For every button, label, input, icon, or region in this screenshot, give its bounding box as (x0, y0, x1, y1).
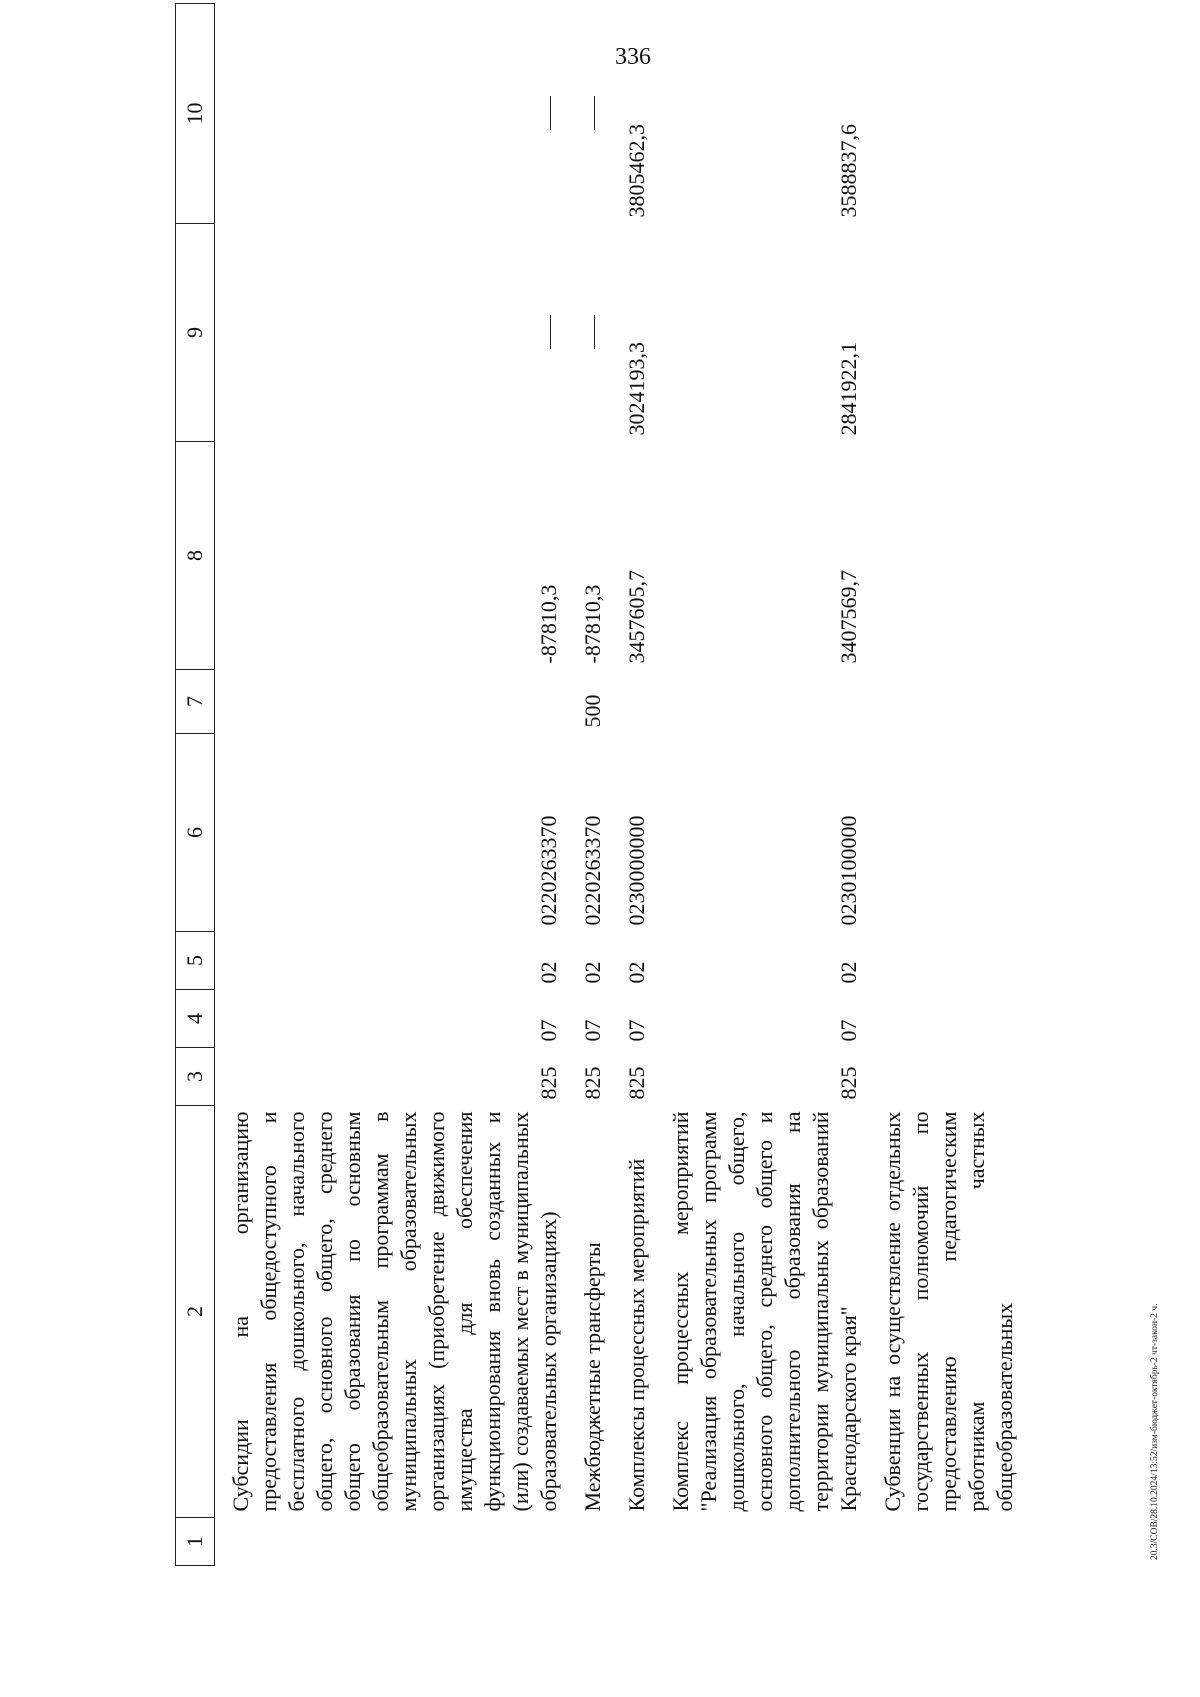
dash-mark (550, 97, 551, 131)
header-cell: 6 (176, 734, 215, 932)
cell-pr (867, 932, 1023, 990)
cell-ved: 825 (624, 1066, 649, 1100)
table-row (611, 4, 655, 1566)
cell-sum-3-dash (567, 4, 611, 224)
dash-mark (594, 97, 595, 131)
dash-mark (550, 316, 551, 350)
cell-sum-1: 3407569,7 (836, 570, 861, 664)
row-name: Комплекс процессных мероприятий "Реализация образовательных программ дошкольного, начального общего, основного общего, среднего общего и дополнительного образования на территории муниципальных образований Краснодарского края" (668, 1111, 861, 1512)
cell-ved: 825 (536, 1066, 561, 1100)
cell-vr: 500 (580, 694, 605, 728)
cell-csr: 0220263370 (536, 815, 561, 926)
cell-rz: 07 (536, 1019, 561, 1042)
cell-vr (655, 670, 867, 734)
cell-vr (215, 670, 568, 734)
cell-pr: 02 (836, 961, 861, 984)
header-cell: 4 (176, 990, 215, 1048)
cell-sum-1: -87810,3 (536, 584, 561, 664)
cell-sum-3: 3588837,6 (836, 124, 861, 218)
row-name: Межбюджетные трансферты (580, 1242, 605, 1512)
cell-sum-2: 2841922,1 (836, 342, 861, 436)
row-name: Субсидии на организацию предоставления общедоступного и бесплатного дошкольного, начального общего, основного общего, среднего общего образования по основным общеобразовательным программам в муниципальных образовательных организациях (приобретение движимого имущества для обеспечения функционирования вновь созданных и (или) создаваемых мест в муниципальных образовательных организациях) (228, 1111, 561, 1512)
table-row (215, 4, 568, 1566)
header-cell: 8 (176, 442, 215, 670)
cell-sum-2-dash (567, 224, 611, 442)
header-cell: 9 (176, 224, 215, 442)
cell-sum-2-dash (215, 224, 568, 442)
dash-mark (594, 316, 595, 350)
cell-csr: 0230000000 (624, 815, 649, 926)
cell-vr (611, 670, 655, 734)
cell-sum-1 (867, 442, 1023, 670)
cell-csr (867, 734, 1023, 932)
table-row (867, 4, 1023, 1566)
row-name: Субвенции на осуществление отдельных государственных полномочий по предоставлению педагогическим работникам частных общеобразовательных (880, 1111, 1017, 1512)
cell-rz (867, 990, 1023, 1048)
cell-sum-3: 3805462,3 (624, 124, 649, 218)
cell-sum-3-dash (215, 4, 568, 224)
cell-rz: 07 (580, 1019, 605, 1042)
cell-rz: 07 (836, 1019, 861, 1042)
budget-table (175, 3, 1023, 1566)
table-row (655, 4, 867, 1566)
table-row (567, 4, 611, 1566)
cell-vr (867, 670, 1023, 734)
cell-sum-3 (867, 4, 1023, 224)
row-name: Комплексы процессных мероприятий (624, 1158, 649, 1512)
cell-sum-2: 3024193,3 (624, 342, 649, 436)
cell-ved: 825 (836, 1066, 861, 1100)
page-number: 336 (615, 44, 651, 70)
cell-pr: 02 (580, 961, 605, 984)
header-cell: 1 (176, 1518, 215, 1566)
cell-ved: 825 (580, 1066, 605, 1100)
cell-sum-1: -87810,3 (580, 584, 605, 664)
cell-rz: 07 (624, 1019, 649, 1042)
cell-sum-1: 3457605,7 (624, 570, 649, 664)
rotated-table-wrapper (175, 86, 1017, 1566)
header-cell: 2 (176, 1106, 215, 1518)
header-cell: 7 (176, 670, 215, 734)
cell-csr: 0230100000 (836, 815, 861, 926)
cell-csr: 0220263370 (580, 815, 605, 926)
header-cell: 5 (176, 932, 215, 990)
header-cell: 3 (176, 1048, 215, 1106)
header-cell: 10 (176, 4, 215, 224)
cell-pr: 02 (536, 961, 561, 984)
cell-sum-2 (867, 224, 1023, 442)
cell-pr: 02 (624, 961, 649, 984)
cell-ved (867, 1048, 1023, 1106)
document-footer-code: 20.3/СОВ/28.10.2024/13:52/изм-бюджет-октябрь-2 чт-закон-2 ч. (1150, 1303, 1160, 1560)
table-header-row (176, 4, 215, 1566)
